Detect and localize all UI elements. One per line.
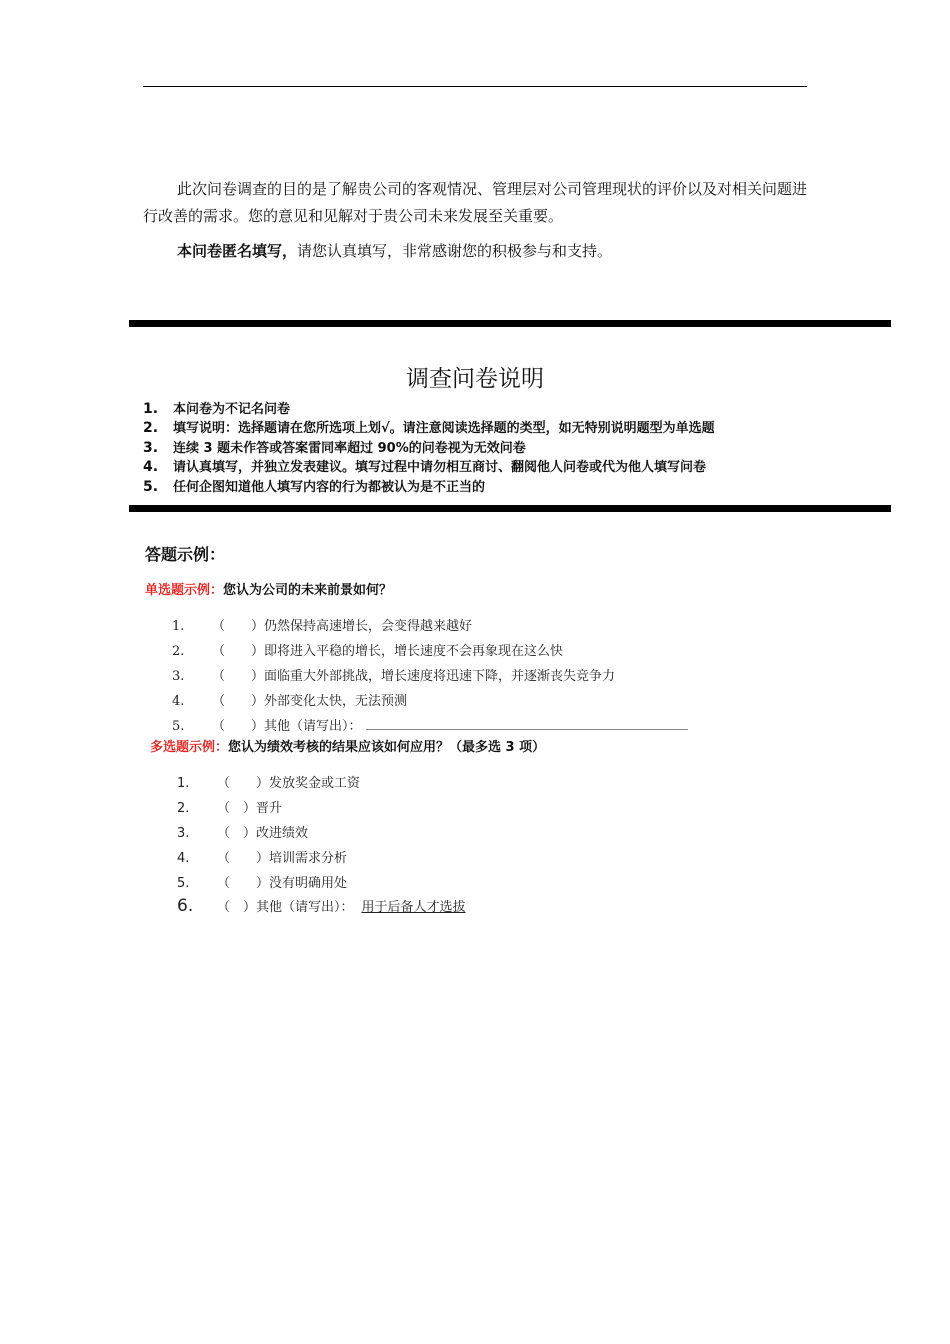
option-row: 5. （ ） 没有明确用处 <box>177 872 347 891</box>
instructions-title: 调查问卷说明 <box>406 366 544 392</box>
instruction-item: 4. 请认真填写，并独立发表建议。填写过程中请勿相互商讨、翻阅他人问卷或代为他人填写问卷 <box>143 459 707 476</box>
option-row: 6. （ ） 其他（请写出）： 用于后备人才选拔 <box>177 896 466 916</box>
instruction-item: 5. 任何企图知道他人填写内容的行为都被认为是不正当的 <box>143 478 486 495</box>
multi-choice-question <box>150 736 545 755</box>
checkbox-paren[interactable]: （ ） <box>217 876 270 891</box>
multi-choice-label: 多选题示例： <box>150 740 229 755</box>
checkbox-paren[interactable]: （ ） <box>212 669 265 684</box>
checkbox-paren[interactable]: （ ） <box>212 619 265 634</box>
instruction-item: 3. 连续 3 题未作答或答案雷同率超过 90%的问卷视为无效问卷 <box>143 439 526 456</box>
multi-choice-text: 您认为绩效考核的结果应该如何应用？（最多选 3 项） <box>228 740 546 755</box>
option-row: 4. （ ） 外部变化太快，无法预测 <box>172 690 407 709</box>
other-answer-blank[interactable] <box>366 715 688 730</box>
notice-rest: 请您认真填写，非常感谢您的积极参与和支持。 <box>297 242 613 260</box>
checkbox-paren[interactable]: （ ） <box>217 826 257 841</box>
option-row: 1. （ ） 发放奖金或工资 <box>177 772 360 791</box>
intro-paragraph: 此次问卷调查的目的是了解贵公司的客观情况、管理层对公司管理现状的评价以及对相关问题进行改善的需求。您的意见和见解对于贵公司未来发展至关重要。 <box>143 180 808 225</box>
checkbox-paren[interactable]: （ ） <box>217 776 270 791</box>
option-row: 2. （ ） 即将进入平稳的增长，增长速度不会再象现在这么快 <box>172 640 563 659</box>
instructions-list <box>143 400 715 497</box>
option-row: 1. （ ） 仍然保持高速增长，会变得越来越好 <box>172 615 472 634</box>
instruction-item: 2. 填写说明：选择题请在您所选项上划√。请注意阅读选择题的类型，如无特别说明题型为单选题 <box>143 420 715 437</box>
option-row: 5. （ ） 其他（请写出）： <box>172 715 688 734</box>
option-row: 4. （ ） 培训需求分析 <box>177 847 347 866</box>
instruction-item: 1. 本问卷为不记名问卷 <box>143 401 291 417</box>
checkbox-paren[interactable]: （ ） <box>217 900 257 915</box>
divider-bottom <box>129 505 891 512</box>
other-answer-filled[interactable]: 用于后备人才选拔 <box>361 900 466 915</box>
single-choice-label: 单选题示例： <box>145 583 224 598</box>
option-row: 2. （ ） 晋升 <box>177 797 282 816</box>
checkbox-paren[interactable]: （ ） <box>212 644 265 659</box>
checkbox-paren[interactable]: （ ） <box>212 719 265 734</box>
option-row: 3. （ ） 面临重大外部挑战，增长速度将迅速下降，并逐渐丧失竞争力 <box>172 665 615 684</box>
header-rule <box>143 86 807 87</box>
single-choice-question <box>145 579 392 598</box>
option-row: 3. （ ） 改进绩效 <box>177 822 308 841</box>
checkbox-paren[interactable]: （ ） <box>217 851 270 866</box>
divider-top <box>129 320 891 327</box>
checkbox-paren[interactable]: （ ） <box>217 801 257 816</box>
examples-heading: 答题示例： <box>145 545 226 564</box>
single-choice-text: 您认为公司的未来前景如何？ <box>223 583 393 598</box>
anonymous-notice <box>143 240 612 261</box>
checkbox-paren[interactable]: （ ） <box>212 694 265 709</box>
notice-bold: 本问卷匿名填写， <box>177 242 298 260</box>
